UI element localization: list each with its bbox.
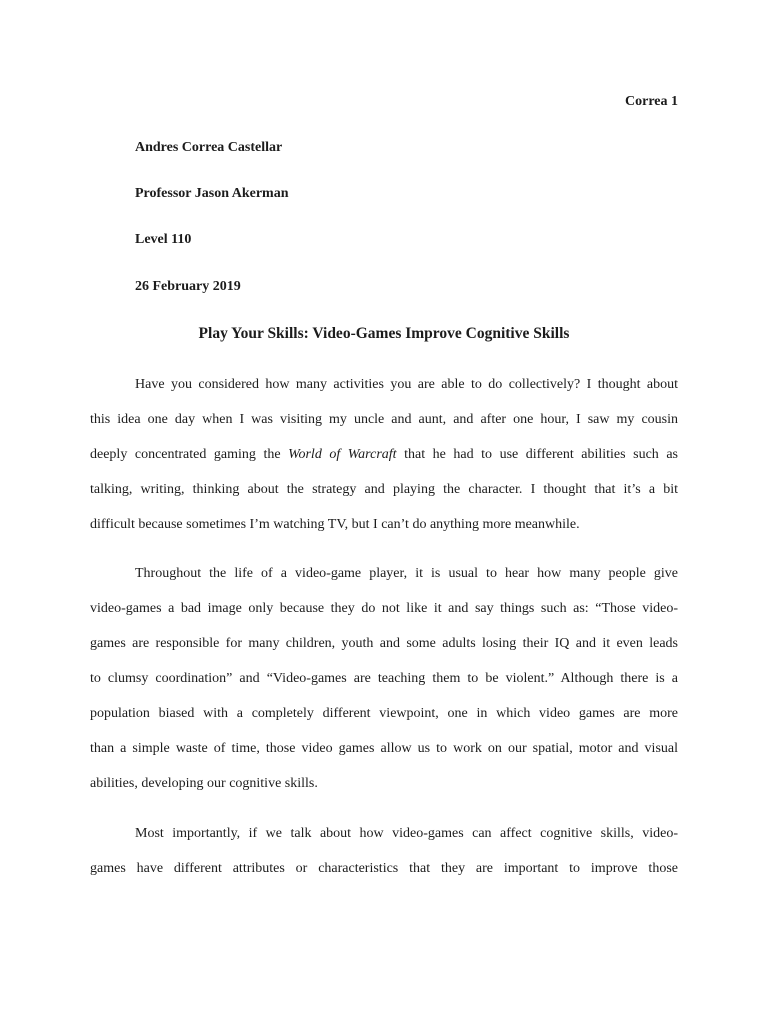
paragraph-line: games have different attributes or characteristics that they are important to improve those — [90, 861, 678, 876]
paragraph-line: Have you considered how many activities you are able to do collectively? I thought about — [135, 377, 678, 392]
running-head: Correa 1 — [625, 94, 678, 109]
game-title-italic: World of Warcraft — [288, 447, 397, 462]
paragraph-line: this idea one day when I was visiting my uncle and aunt, and after one hour, I saw my cousin — [90, 412, 678, 427]
paragraph-1 — [90, 375, 678, 550]
paragraph-line: population biased with a completely different viewpoint, one in which video games are more — [90, 706, 678, 721]
paragraph-line: video-games a bad image only because they do not like it and say things such as: “Those video- — [90, 601, 678, 616]
text-span: deeply concentrated gaming the — [90, 447, 289, 462]
paragraph-line: Throughout the life of a video-game player, it is usual to hear how many people give — [135, 566, 678, 581]
paragraph-line: talking, writing, thinking about the strategy and playing the character. I thought that it’s a bit — [90, 482, 678, 497]
paragraph-line: abilities, developing our cognitive skills. — [90, 776, 318, 791]
author-name: Andres Correa Castellar — [135, 140, 283, 155]
paragraph-line: to clumsy coordination” and “Video-games are teaching them to be violent.” Although there is a — [90, 671, 678, 686]
essay-date: 26 February 2019 — [135, 279, 241, 294]
paragraph-line: difficult because sometimes I’m watching TV, but I can’t do anything more meanwhile. — [90, 517, 580, 532]
paragraph-3 — [90, 824, 678, 894]
text-span: that he had to use different abilities such as — [396, 447, 678, 462]
professor-name: Professor Jason Akerman — [135, 186, 289, 201]
paragraph-2 — [90, 564, 678, 809]
paragraph-line: games are responsible for many children, youth and some adults losing their IQ and it even leads — [90, 636, 678, 651]
course-name: Level 110 — [135, 232, 192, 247]
paragraph-line — [90, 445, 678, 480]
paragraph-line: than a simple waste of time, those video games allow us to work on our spatial, motor and visual — [90, 741, 678, 756]
essay-title: Play Your Skills: Video-Games Improve Cognitive Skills — [198, 325, 570, 342]
paragraph-line: Most importantly, if we talk about how video-games can affect cognitive skills, video- — [135, 826, 678, 841]
